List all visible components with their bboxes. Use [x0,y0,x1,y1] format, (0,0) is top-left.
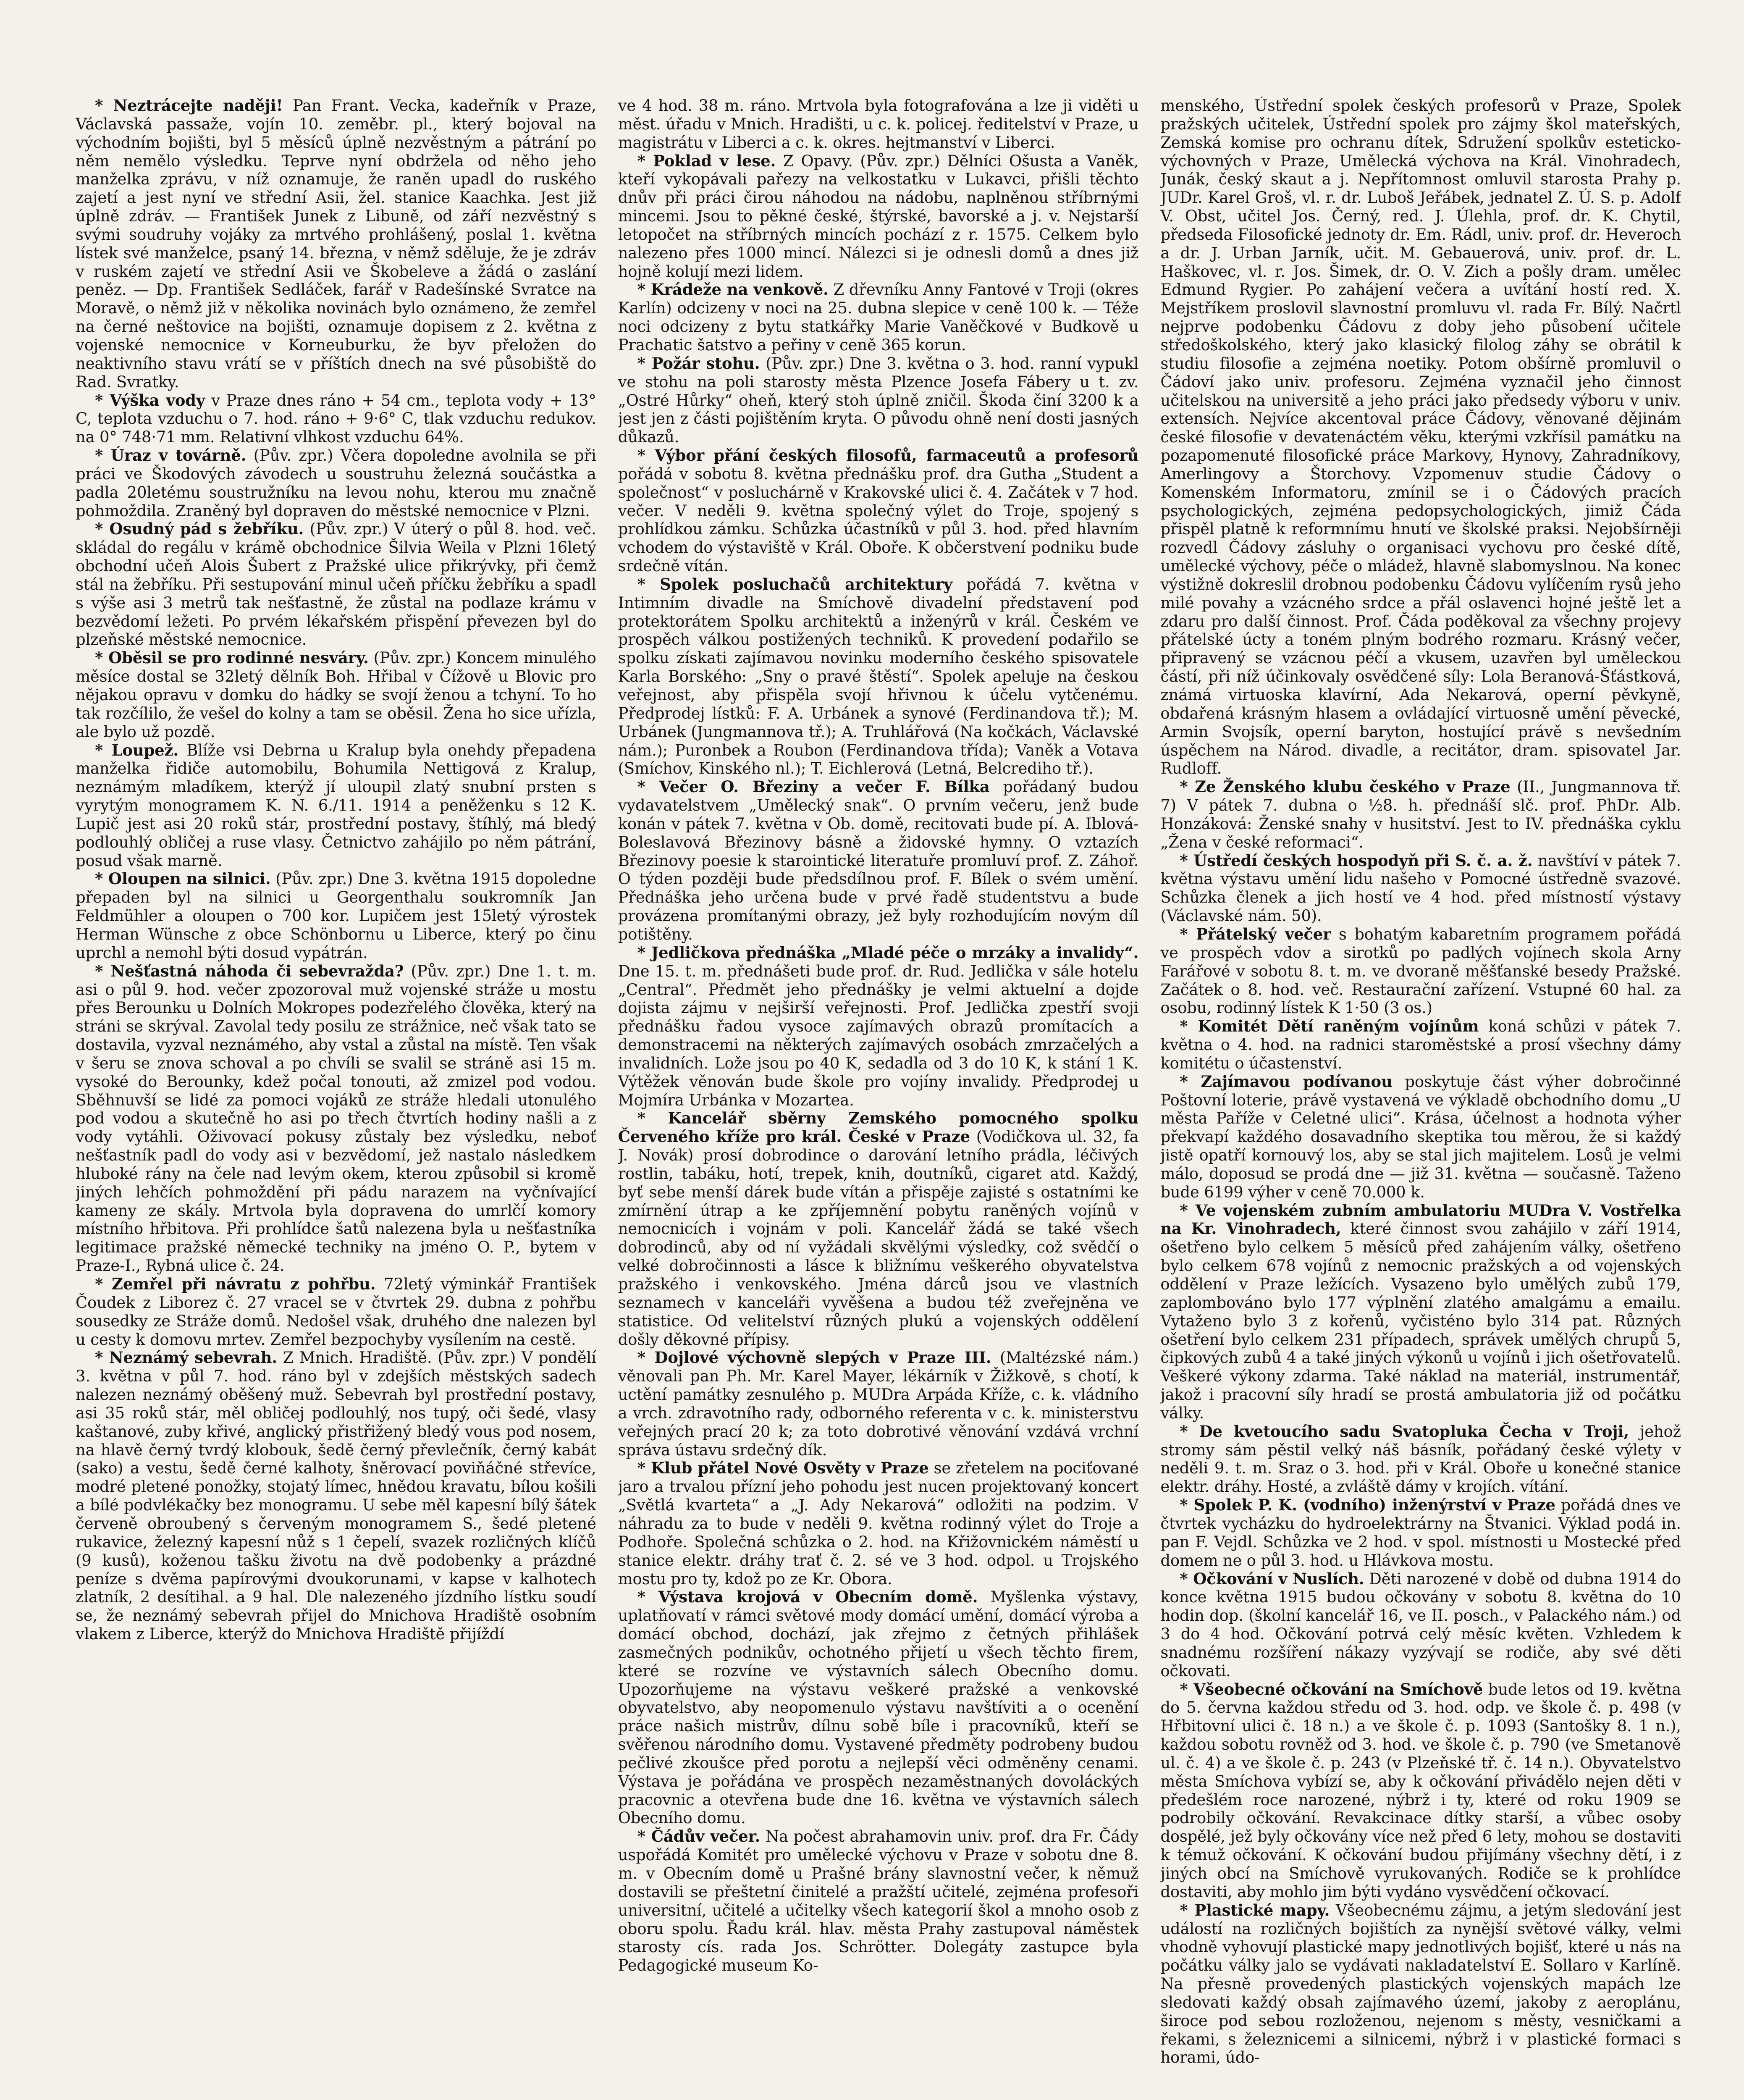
news-item [76,1349,596,1643]
news-item-headline: * De kvetoucího sadu Svatopluka Čecha v Troji, [1180,1422,1629,1441]
news-item-body: pořádá dnes ve čtvrtek vycházku do hydroelektrárny na Štvanici. Výklad podá in. pan F. Vejdl. Schůzka ve 2 hod. v spol. místnosti u Mostecké před domem ne o půl 3. hod. u Hlávkova mostu. [1160,1496,1681,1570]
news-item-body: s bohatým kabaretním programem pořádá ve prospěch vdov a sirotků po padlých vojínech skola Arny Farářové v sobotu 8. t. m. ve dvoraně měšťanské besedy Pražské. Začátek o 8. hod. več. Restaurační zařízení. Vstupné 60 hal. za osobu, rodinný lístek K 1·50 (3 os.) [1160,925,1681,1017]
news-item-body: (Pův. zpr.) Dne 3. května 1915 dopoledne přepaden byl na silnici u Georgenthalu soukromník Jan Feldmühler a oloupen o 700 kor. Lupičem jest 15letý výrostek Herman Wünsche z obce Schönbornu u Liberce, který po činu uprchl a nemohl býti dosud vypátrán. [76,870,596,962]
news-item [1160,97,1681,778]
news-item-headline: * Výstava krojová v Obecním domě. [637,1588,978,1606]
news-item [1160,1570,1681,1680]
news-item-headline: * Úraz v továrně. [95,446,247,465]
column-3 [1160,97,1681,2100]
news-item-headline: * Neznámý sebevrah. [95,1348,277,1367]
news-item-headline: * Poklad v lese. [637,151,776,170]
news-item-headline: * Komitét Dětí raněným vojínům [1180,1017,1479,1036]
news-item [76,1275,596,1349]
news-item-body: jehož stromy sám pěstil velký náš básník, pořádaný české výlety v neděli 9. t. m. Sraz o 3. hod. při v Král. Oboře u konečné stanice elektr. dráhy. Hosté, a zvláště dámy v krojích. vítání. [1160,1422,1681,1496]
news-item [1160,1073,1681,1202]
news-item-body: (Vodičkova ul. 32, fa J. Novák) prosí dobrodince o darování letního prádla, léčivých rostlin, tabáku, hotí, trepek, knih, doutníků, cigaret atd. Každý, byť sebe menší dárek bude vítán a přispěje zajisté s ostatními ke zmírnění útrap a ke zpříjemnění pobytu raněných vojínů v nemocnicích i vojnám v poli. Kancelář žádá se také všech dobrodinců, aby od ní vyžádali skvělými výsledky, což svědčí o velké dobročinnosti a lásce k bližnímu veškerého obyvatelstva pražského i venkovského. Jména dárců jsou ve vlastních seznamech v kanceláři vyvěšena a budou též zveřejněna ve statistice. Od velitelství různých plukú a vojenských oddělení došly děkovné přípisy. [618,1128,1139,1349]
news-item-headline: * Večer O. Březiny a večer F. Bílka [637,777,990,796]
news-item [76,649,596,741]
news-item-body: Blíže vsi Debrna u Kralup byla onehdy přepadena manželka řidiče automobilu, Bohumila Nettigová z Kralup, neznámým mladíkem, kterýž jí uloupil zlatý snubní prsten s vyrytým monogramem K. N. 6./11. 1914 a peněženku s 12 K. Lupič jest asi 20 roků stár, prostřední postavy, štíhlý, má bledý podlouhlý obličej a ruse vlasy. Četnictvo zahájilo po něm pátrání, posud však marně. [76,741,596,870]
news-item-headline: * Výbor přání českých filosofů, farmaceutů a profesorů [637,446,1139,465]
news-item [1160,925,1681,1017]
news-item [618,446,1139,575]
news-item [1160,852,1681,925]
news-item [76,446,596,520]
news-item-headline: * Oloupen na silnici. [95,869,271,888]
news-item [618,281,1139,354]
news-item-headline: * Oběsil se pro rodinné nesváry. [95,648,369,667]
news-item [618,944,1139,1110]
news-item [618,1588,1139,1827]
news-item-body: (Pův. zpr.) Dne 1. t. m. asi o půl 9. hod. večer zpozoroval muž vojenské stráže u mostu přes Berounku u Dolních Mokropes podezřelého člověka, který na stráni se skrýval. Zavolal tedy posilu ze strážnice, neč však tato se dostavila, vyzval neznámého, aby vstal a zůstal na místě. Ten však v šeru se znova schoval a po chvíli se svalil se stráně asi 15 m. vysoké do Berounky, kdež počal tonouti, až zmizel pod vodou. Sběhnuvší se lidé za pomoci vojáků ze stráže hledali utonulého pod vodou a skutečně ho asi po třech čtvrtích hodiny našli a z vody vytáhli. Oživovací pokusy zůstaly bez výsledku, neboť nešťastník padl do vody asi v bezvědomí, jež nastalo následkem hluboké rány na čele nad levým okem, kterou způsobil si kromě jiných lehčích pohmoždění při pádu narazem na vyčnívající kameny ze skály. Mrtvola byla dopravena do umrlčí komory místního hřbitova. Při prohlídce šatů nalezena byla u nešťastníka legitimace pražské německé techniky na jméno O. P., bytem v Praze-I., Rybná ulice č. 24. [76,962,596,1275]
news-item [1160,1496,1681,1570]
news-item [1160,778,1681,851]
news-item-headline: * Ústředí českých hospodyň při S. č. a. ž. [1180,851,1533,870]
news-item [76,391,596,447]
news-item [618,354,1139,446]
news-item [76,962,596,1275]
news-item-headline: * Čádův večer. [637,1827,761,1846]
column-1 [76,97,596,2100]
news-item-body: Všeobecnému zájmu, a jetým sledování jest událostí na rozličných bojištích za nynější světové války, velmi vhodně vyhovují plastické mapy jednotlivých bojišť, které u nás na počátku války jalo se vydávati nakladatelství E. Sollaro v Karlíně. Na přesně provedených plastických vojenských mapách lze sledovati každý obsah zajímavého území, jakoby z aeroplánu, široce pod sebou rozloženou, nejenom s městy, vesničkami a řekami, s železnicemi a silnicemi, nýbrž i v plastické formaci s horami, údo- [1160,1901,1681,2067]
news-item-body: Na počest abrahamovin univ. prof. dra Fr. Čády uspořádá Komitét pro umělecké výchovu v Praze v sobotu dne 8. m. v Obecním domě u Prašné brány slavnostní večer, k němuž dostavili se přeštetní činitelé a pražští učitelé, zejména profesoři universitní, učitelé a učitelky všech kategorií škol a mnoho osob z oboru spolu. Řadu král. hlav. města Prahy zastupoval náměstek starosty cís. rada Jos. Schrötter. Dolegáty zastupce byla Pedagogické museum Ko- [618,1827,1139,1975]
news-item [76,741,596,870]
news-item-headline: * Spolek posluchačů architektury [637,575,952,593]
news-item-headline: * Plastické mapy. [1180,1900,1330,1919]
news-item-headline: * Přátelský večer [1180,924,1331,943]
news-item [618,778,1139,944]
news-item-body: (Pův. zpr.) Koncem minulého měsíce dostal se 32letý dělník Boh. Hřibal v Čížově u Blovic pro nějakou opravu v domku do hádky se svojí ženou a tchyní. To ho tak rozčílilo, že vešel do kolny a tam se oběsil. Žena ho sice uřízla, ale bylo už pozdě. [76,649,596,741]
news-item [1160,1017,1681,1073]
news-item-headline: * Nešťastná náhoda či sebevražda? [95,961,404,980]
news-item-body: ve 4 hod. 38 m. ráno. Mrtvola byla fotografována a lze ji viděti u měst. úřadu v Mnich. Hradišti, u c. k. policej. ředitelství v Praze, u magistrátu v Liberci a c. k. okres. hejtmanství v Liberci. [618,97,1139,152]
news-item-headline: * Ve vojenském zubním ambulatoriu MUDra V. Vostřelka na Kr. Vinohradech, [1160,1201,1681,1238]
news-item [618,575,1139,778]
news-item-headline: * Zemřel při návratu z pohřbu. [95,1275,376,1293]
news-item-headline: * Neztrácejte naději! [95,97,283,115]
news-item-headline: * Výška vody [95,391,205,410]
news-item-body: Děti narozené v době od dubna 1914 do konce května 1915 budou očkovány v sobotu 8. května do 10 hodin dop. (školní kancelář 16, ve II. posch., v Palackého nám.) od 3 do 4 hod. Očkování potrvá celý měsíc květen. Vzhledem k snadnému rozšíření nákazy vyzývají se rodiče, aby své děti očkovati. [1160,1570,1681,1680]
news-item-body: pořádá 7. května v Intimním divadle na Smíchově divadelní představení pod protektorátem Spolku architektů a inženýrů v král. Českém ve prospěch válkou postižených techniků. K provedení podařilo se spolku získati zajímavou novinku moderního českého spisovatele Karla Borského: „Sny o pravé štěstí“. Spolek apeluje na českou veřejnost, aby přispěla svojí hřivnou k účelu vytčenému. Předprodej lístků: F. A. Urbánek a synové (Ferdinandova tř.); M. Urbánek (Jungmannova tř.); A. Truhlářová (Na kočkách, Václavské nám.); Puronbek a Roubon (Ferdinandova třída); Vaněk a Votava (Smíchov, Kinského nl.); T. Eichlerová (Letná, Belcrediho tř.). [618,575,1139,778]
news-item [618,152,1139,281]
news-item [1160,1680,1681,1901]
news-item [618,97,1139,152]
news-item [76,520,596,649]
news-item [1160,1202,1681,1423]
news-item-headline: * Klub přátel Nové Osvěty v Praze [637,1459,929,1478]
news-item-headline: * Loupež. [95,740,179,759]
news-item-body: pořádá v sobotu 8. května přednášku prof. dra Gutha „Student a společnost“ v posluchárně v Krakovské ulici č. 4. Začátek v 7 hod. večer. V neděli 9. května společný výlet do Troje, spojený s prohlídkou zámku. Schůzka účastníků v půl 3. hod. před hlavním vchodem do výstaviště v Král. Oboře. K občerstvení podniku bude srdečně vítán. [618,465,1139,575]
news-item-body: koná schůzi v pátek 7. května o 4. hod. na radnici staroměstské a prosí všechny dámy komitétu o účastenství. [1160,1017,1681,1072]
news-item-body: (Maltézské nám.) věnovali pan Ph. Mr. Karel Mayer, lékárník v Žižkově, s chotí, k uctění památky zesnulého p. MUDra Arpáda Kříže, c. k. vládního a vrch. zdravotního rady, odborného referenta v c. k. ministerstvu veřejných prací 20 k; za toto dobrotivé věnování vzdává vrchní správa ústavu srdečný dík. [618,1349,1139,1459]
news-item-body: v Praze dnes ráno + 54 cm., teplota vody + 13° C, teplota vzduchu o 7. hod. ráno + 9·6° C, tlak vzduchu redukov. na 0° 748·71 mm. Relativní vlhkost vzduchu 64%. [76,391,596,446]
news-item-body: (Pův. zpr.) Dne 3. května o 3. hod. ranní vypukl ve stohu na poli starosty města Plzence Josefa Fábery u t. zv. „Ostré Hůrky“ oheň, který stoh úplně zničil. Škoda činí 3200 k a jest jen z části pojištěním kryta. O původu ohně není dosti jasných důkazů. [618,354,1139,446]
news-item [618,1827,1139,1975]
news-item [618,1349,1139,1459]
news-item-headline: * Požár stohu. [637,354,760,373]
article-columns [76,97,1681,2100]
news-item-body: Z Mnich. Hradiště. (Pův. zpr.) V pondělí 3. května v půl 7. hod. ráno byl v zdejších městských sadech nalezen neznámý oběšený muž. Sebevrah byl prostřední postavy, asi 35 roků stár, měl obličej podlouhlý, nos tupý, oči šedé, vlasy kaštanové, zuby křivé, anglický přistřižený bledý vous pod nosem, na hlavě černý tvrdý klobouk, šedě černý převlečník, černý kabát (sako) a vestu, šedě černé kalhoty, šněrovací poviňáčné střevíce, modré pletené ponožky, stojatý límec, hnědou kravatu, bílou košili a bílé podvlékačky bez monogramu. U sebe měl kapesní bílý šátek červeně obroubený s červeným monogramem S., šedé pletené rukavice, železný kapesní nůž s 1 čepelí, svazek rozličných klíčů (9 kusů), koženou tašku životu na dvě podobenky a prázdné peníze s dvěma papírovými dvoukorunami, v kapse v kalhotech zlatník, 2 desítihal. a 9 hal. Dle nalezeného jízdního lístku soudí se, že neznámý sebevrah přijel do Mnichova Hradiště osobním vlakem z Liberce, kterýž do Mnichova Hradiště přijíždí [76,1349,596,1643]
news-item-body: Myšlenka výstavy, uplatňovatí v rámci světové mody domácí umění, domácí výroba a domácí obchod, dochází, jak zřejmo z četných přihlášek zasmečných podnikův, ochotného přijetí u všech těchto firem, které se rozvíne ve výstavních sálech Obecního domu. Upozorňujeme na výstavu veškeré pražské a venkovské obyvatelstvo, aby neopomenulo výstavu navštíviti a o ocenění práce našich mistrův, dílnu sobě bíle i pracovníků, kteří se svěřenou národního domu. Vystavené předměty podrobeny budou pečlivé zkoušce před porotu a nejlepší věci odměněny cenami. Výstava je pořádána ve prospěch nezaměstnaných dovoláckých pracovnic a otevřena bude dne 16. května ve výstavních sálech Obecního domu. [618,1588,1139,1827]
news-item-body: 72letý výminkář František Čoudek z Liborez č. 27 vracel se v čtvrtek 29. dubna z pohřbu sousedky ze Stráže domů. Nedošel však, druhého dne nalezen byl u cesty k domovu mrtev. Zemřel bezpochyby vysílením na cestě. [76,1275,596,1349]
news-item-headline: * Zajímavou podívanou [1180,1072,1393,1091]
news-item-headline: * Kancelář sběrny Zemského pomocného spolku Červeného kříže pro král. České v Praze [618,1109,1139,1146]
news-item-headline: * Spolek P. K. (vodního) inženýrství v Praze [1180,1496,1555,1515]
news-item-headline: * Krádeže na venkově. [637,280,829,299]
news-item-body: Z Opavy. (Pův. zpr.) Dělníci Ošusta a Vaněk, kteří vykopávali pařezy na velkostatku v Lukavci, přišli těchto dnův při práci čirou náhodou na nádobu, naplněnou stříbrnými mincemi. Jsou to pěkné české, štýrské, bavorské a j. v. Nejstarší letopočet na stříbrných mincích pochází z r. 1575. Celkem bylo nalezeno přes 1000 mincí. Nálezci si je odnesli domů a dnes již hojně kolují mezi lidem. [618,152,1139,281]
news-item-body: menského, Ústřední spolek českých profesorů v Praze, Spolek pražských učitelek, Ústřední spolek pro zájmy škol mateřských, Zemská komise pro ochranu dítek, Sdružení spolkův esteticko-výchovných v Praze, Umělecká výchova na Král. Vinohradech, Junák, český skaut a j. Nepřítomnost omluvil starosta Prahy p. JUDr. Karel Groš, vl. r. dr. Luboš Jeřábek, jednatel Z. Ú. S. p. Adolf V. Obst, učitel Jos. Černý, red. J. Úlehla, prof. dr. K. Chytil, předseda Filosofické jednoty dr. Em. Rádl, univ. prof. dr. Heveroch a dr. J. Urban Jarník, učit. M. Gebauerová, univ. prof. dr. L. Haškovec, vl. r. Jos. Šimek, dr. O. V. Zich a pošly dram. umělec Edmund Rygier. Po zahájení večera a uvítání hostí red. X. Mejstříkem proslovil slavnostní promluvu vl. rada Fr. Bílý. Načrtl nejprve podobenku Čádovu z doby jeho působení učitele středoškolského, který jako klasický filolog záhy se obrátil k studiu filosofie a zejména noetiky. Potom obšírně promluvil o Čádoví jako univ. profesoru. Zejména vyznačil jeho činnost učitelskou na universitě a jeho práci jako předsedy výboru v univ. extensích. Nejvíce akcentoval práce Čádovy, věnované dějinám české filosofie v devatenáctém věku, kterými vzkřísil památku na pozapomenuté filosofické práce Markovy, Hynovy, Zahradníkovy, Amerlingovy a Štorchovy. Vzpomenuv studie Čádovy o Komenském Informatoru, zmínil se i o Čádových pracích psychologických, zejména pedopsychologických, jimiž Čáda přispěl platně k reformnímu hnutí ve školské praksi. Nejobšírněji rozvedl Čádovy zásluhy o organisaci vychovu pro české dítě, umělecké výchovy, péče o mládež, hlavně slabomyslnou. Na konec výstižně dokreslil drobnou podobenku Čádovu vylíčením rysů jeho milé povahy a vzácného srdce a přál oslavenci hojné ještě let a zdaru pro další činnost. Prof. Čáda poděkoval za všechny projevy přátelské úcty a toném plným bodrého rozmaru. Krásný večer, připravený se vzácnou péčí a vkusem, uzavřen byl uměleckou částí, při níž účinkovaly osvědčené síly: Lola Beranová-Šťástková, známá virtuoska klavírní, Ada Nekarová, operní pěvkyně, obdařená krásným hlasem a ovládající virtuosně umění pěvecké, Armin Svojsík, operní baryton, hostující právě s nevšedním úspěchem na Národ. divadle, a recitátor, dram. spisovatel Jar. Rudloff. [1160,97,1681,778]
news-item-body: pořádaný budou vydavatelstvem „Umělecký snak“. O prvním večeru, jenž bude konán v pátek 7. května v Ob. domě, recitovati bude pí. A. Iblová-Boleslavová Březinovy básně a židovské hymny. O vztazích Březinovy poesie k starointické literatuře promluví prof. Z. Záhoř. O týden později bude předsdílnou prof. F. Bílek o svém umění. Přednáška jeho určena bude v prvé řadě studentstvu a bude provázena promítanými obrazy, jež byly rozhodujícím novým díl potištěny. [618,778,1139,943]
news-item-body: Z dřevníku Anny Fantové v Troji (okres Karlín) odcizeny v noci na 25. dubna slepice v ceně 100 k. — Téže noci odcizeny z bytu statkářky Marie Vaněčkové v Budkově u Prachatic šatstvo a peřiny v ceně 365 korun. [618,281,1139,354]
news-item-body: Pan Frant. Vecka, kadeřník v Praze, Václavská passaže, vojín 10. zeměbr. pl., který bojoval na východním bojišti, byl 5 měsíců úplně nezvěstným a pátrání po něm nemělo výsledku. Teprve nyní obdržela od něho jeho manželka zprávu, v níž oznamuje, že raněn upadl do ruského zajetí a jest nyní ve střední Asii, žel. stanice Kaachka. Jest již úplně zdráv. — František Junek z Libuně, od září nezvěstný s svými soudruhy vojáky za mrtvého prohlášený, poslal 1. května lístek své manželce, psaný 14. března, v němž sděluje, že je zdráv v ruském zajetí ve střední Asii ve Škobeleve a žádá o zaslání peněz. — Dp. František Sedláček, farář v Radešínské Svratce na Moravě, o němž již v několika novinách bylo oznámeno, že zemřel na černé neštovice na bojišti, oznamuje dopisem z 2. května z vojenské nemocnice v Korneuburku, že byv přeložen do neaktivního stavu vrátí se v příštích dnech na své působiště do Rad. Svratky. [76,97,596,391]
news-item [76,97,596,391]
news-item [76,870,596,962]
news-item-body: poskytuje část výher dobročinné Poštovní loterie, právě vystavená ve výkladě obchodního domu „U města Paříže v Celetné ulici“. Krása, účelnost a hodnota výher překvapí každého dosavadního skeptika tou měrou, že si každý jistě opatří kornouvý los, aby se stal jich majitelem. Losů je velmi málo, doposud se prodá dne — již 31. května — současně. Taženo bude 6199 výher v ceně 70.000 k. [1160,1072,1681,1201]
column-2 [618,97,1139,2100]
news-item-body: Dne 15. t. m. přednášeti bude prof. dr. Rud. Jedlička v sále hotelu „Central“. Předmět jeho přednášky je velmi aktuelní a dojde dojista zájmu v nejširší veřejnosti. Prof. Jedlička zpestří svoji přednášku řadou vysoce zajímavých obrazů promítacích a demonstracemi na některých zajímavých osobách zmrzačelých a invalidních. Lože jsou po 40 K, sedadla od 3 do 10 K, k stání 1 K. Výtěžek věnován bude škole pro vojíny invalidy. Předprodej u Mojmíra Urbánka v Mozartea. [618,962,1139,1109]
news-item-body: které činnost svou zahájilo v září 1914, ošetřeno bylo celkem 5 měsíců před zahájením války, ošetřeno bylo celkem 678 vojínů z nemocnic pražských a od vojenských oddělení v Praze ležících. Vysazeno bylo umělých zubů 179, zaplombováno bylo 177 výplnění zlatého amalgámu a emailu. Vytaženo bylo 3 z kořenů, vyčisténo bylo 314 pat. Různých ošetření bylo celkem 231 případech, správek umělých chrupů 5, čipkových zubů 4 a také jiných výkonů u vojínů i jich ošetřovatelů. Veškeré výkony zdarma. Také náklad na materiál, instrumentář, jakož i pracovní síly hradí se prostá ambulatoria již od počátku války. [1160,1220,1681,1422]
news-item [1160,1901,1681,2067]
news-item-headline: * Všeobecné očkování na Smíchově [1180,1680,1483,1698]
news-item-headline: * Dojlové výchovně slepých v Praze III. [637,1348,991,1367]
news-item-headline: * Ze Ženského klubu českého v Praze [1180,777,1511,796]
news-item-headline: * Osudný pád s žebříku. [95,520,304,538]
news-item-body: se zřetelem na pociťované jaro a trvalou přízní jeho pohodu jest nucen projektovaný koncert „Světlá kvarteta“ a „J. Ady Nekarová“ odložiti na podzim. V náhradu za to bude v neděli 9. května rodinný výlet do Troje a Podhoře. Společná schůzka o 2. hod. na Křižovnickém náměstí u stanice elektr. dráhy trať č. 2. sé ve 3 hod. odpol. u Trojského mostu pro ty, kdož po ze Kr. Obora. [618,1459,1139,1588]
news-item [1160,1423,1681,1496]
news-item-headline: * Očkování v Nuslích. [1180,1569,1364,1588]
news-item-body: bude letos od 19. května do 5. června každou středu od 3. hod. odp. ve škole č. p. 498 (v Hřbitovní ulici č. 18 n.) a ve škole č. p. 1093 (Santošky 8. 1 n.), každou sobotu rovněž od 3. hod. ve škole č. p. 790 (ve Smetanově ul. č. 4) a ve škole č. p. 243 (v Plzeňské tř. č. 14 n.). Obyvatelstvo města Smíchova vybízí se, aby k očkování přivádělo nejen děti v předešlém roce narozené, nýbrž i ty, které od roku 1909 se podrobily očkování. Revakcinace dítky starší, a vůbec osoby dospělé, jež byly očkovány více než před 6 lety, mohou se dostaviti k témuž očkování. K očkování budou přijímány všechny dětí, i z jiných obcí na Smíchově vyrukovaných. Rodiče se k prohlídce dostaviti, aby mohlo jim býti vydáno vysvědčení očkovací. [1160,1680,1681,1901]
news-item-body: (Pův. zpr.) Včera dopoledne avolnila se při práci ve Škodových závodech u soustruhu železná součástka a padla 20letému soustružníku na levou nohu, kterou mu značně pohmoždila. Zraněný byl dopraven do městské nemocnice v Plzni. [76,446,596,520]
news-item [618,1459,1139,1588]
news-item-headline: * Jedličkova přednáška „Mladé péče o mrzáky a invalidy“. [637,943,1139,962]
news-item [618,1109,1139,1349]
news-item-body: navštíví v pátek 7. května výstavu umění lidu našeho v Pomocné ústředně svazové. Schůzka členek a jich hostí ve 4 hod. před místností výstavy (Václavské nám. 50). [1160,851,1681,925]
news-item-body: (II., Jungmannova tř. 7) V pátek 7. dubna o ½8. h. přednáší slč. prof. PhDr. Alb. Honzáková: Ženské snahy v husitství. Jest to IV. přednáška cyklu „Žena v české reformaci“. [1160,778,1681,851]
news-item-body: (Pův. zpr.) V úterý o půl 8. hod. več. skládal do regálu v krámě obchodnice Šilvia Weila v Plzni 16letý obchodní učeň Alois Šubert z Pražské ulice přikrývky, při čemž stál na žebříku. Při sestupování minul učeň příčku žebříku a spadl s výše asi 3 metrů tak nešťastně, že zůstal na podlaze krámu v bezvědomí ležeti. Po prvém lékařském přispění převezen byl do plzeňské městské nemocnice. [76,520,596,649]
